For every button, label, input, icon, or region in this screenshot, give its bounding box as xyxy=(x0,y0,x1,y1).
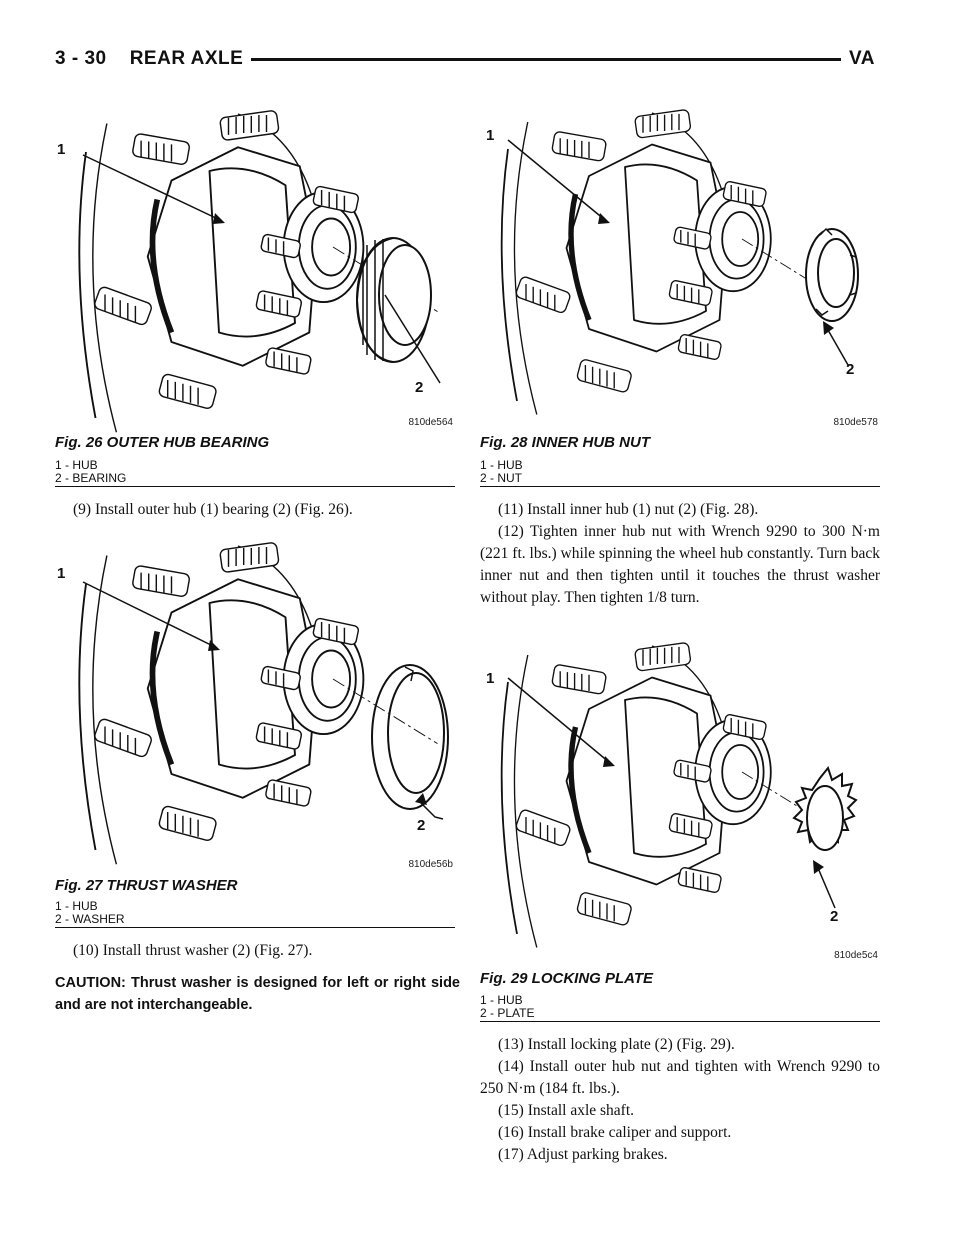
header-model-code: VA xyxy=(841,48,875,70)
figure-code: 810de578 xyxy=(833,417,878,428)
callout-2: 2 xyxy=(415,379,424,396)
step-11: (11) Install inner hub (1) nut (2) (Fig. 28). xyxy=(498,501,759,518)
figure-27-caption: Fig. 27 THRUST WASHER xyxy=(55,877,238,894)
legend-item: 2 - PLATE xyxy=(480,1006,535,1020)
figure-26-caption: Fig. 26 OUTER HUB BEARING xyxy=(55,434,270,451)
figure-code: 810de564 xyxy=(408,417,453,428)
step-13: (13) Install locking plate (2) (Fig. 29). xyxy=(498,1036,735,1053)
step-16: (16) Install brake caliper and support. xyxy=(498,1124,732,1141)
figure-29-legend xyxy=(480,994,880,1022)
right-column xyxy=(480,0,880,1242)
callout-1: 1 xyxy=(486,127,495,144)
caution-note: CAUTION: Thrust washer is designed for left or right side and are not interchangeable. xyxy=(55,975,460,1013)
step-9: (9) Install outer hub (1) bearing (2) (Fig. 26). xyxy=(73,501,353,518)
figure-28-legend xyxy=(480,459,880,487)
thrust-washer-illustration xyxy=(55,527,455,867)
outer-hub-bearing-illustration xyxy=(55,95,455,435)
legend-item: 2 - BEARING xyxy=(55,471,127,485)
figure-28 xyxy=(480,95,880,435)
legend-item: 2 - NUT xyxy=(480,471,522,485)
figure-code: 810de56b xyxy=(408,859,453,870)
figure-code: 810de5c4 xyxy=(834,950,878,961)
step-10: (10) Install thrust washer (2) (Fig. 27). xyxy=(73,942,313,959)
callout-2: 2 xyxy=(417,817,426,834)
legend-item: 2 - WASHER xyxy=(55,912,125,926)
figure-26-legend xyxy=(55,459,455,487)
locking-plate-illustration xyxy=(480,628,880,968)
step-14: (14) Install outer hub nut and tighten with Wrench 9290 to 250 N·m (184 ft. lbs.). xyxy=(480,1058,880,1097)
callout-1: 1 xyxy=(57,565,66,582)
legend-item: 1 - HUB xyxy=(55,458,98,472)
legend-item: 1 - HUB xyxy=(480,458,523,472)
inner-hub-nut-illustration xyxy=(480,95,880,435)
callout-1: 1 xyxy=(57,141,66,158)
step-15: (15) Install axle shaft. xyxy=(498,1102,635,1119)
header-section-title: 3 - 30 REAR AXLE xyxy=(55,48,251,70)
figure-27-legend xyxy=(55,900,455,928)
legend-item: 1 - HUB xyxy=(480,993,523,1007)
figure-28-caption: Fig. 28 INNER HUB NUT xyxy=(480,434,651,451)
legend-item: 1 - HUB xyxy=(55,899,98,913)
step-17: (17) Adjust parking brakes. xyxy=(498,1146,668,1163)
left-column xyxy=(55,0,460,1242)
callout-1: 1 xyxy=(486,670,495,687)
callout-2: 2 xyxy=(846,361,855,378)
figure-29-caption: Fig. 29 LOCKING PLATE xyxy=(480,970,654,987)
callout-2: 2 xyxy=(830,908,839,925)
figure-29 xyxy=(480,628,880,968)
figure-27 xyxy=(55,527,455,877)
figure-26 xyxy=(55,95,455,435)
step-12: (12) Tighten inner hub nut with Wrench 9290 to 300 N·m (221 ft. lbs.) while spinning the wheel hub constantly. Turn back inner nut and then tighten until it touches the thrust washer without play. Then tighten 1/8 turn. xyxy=(480,523,880,606)
